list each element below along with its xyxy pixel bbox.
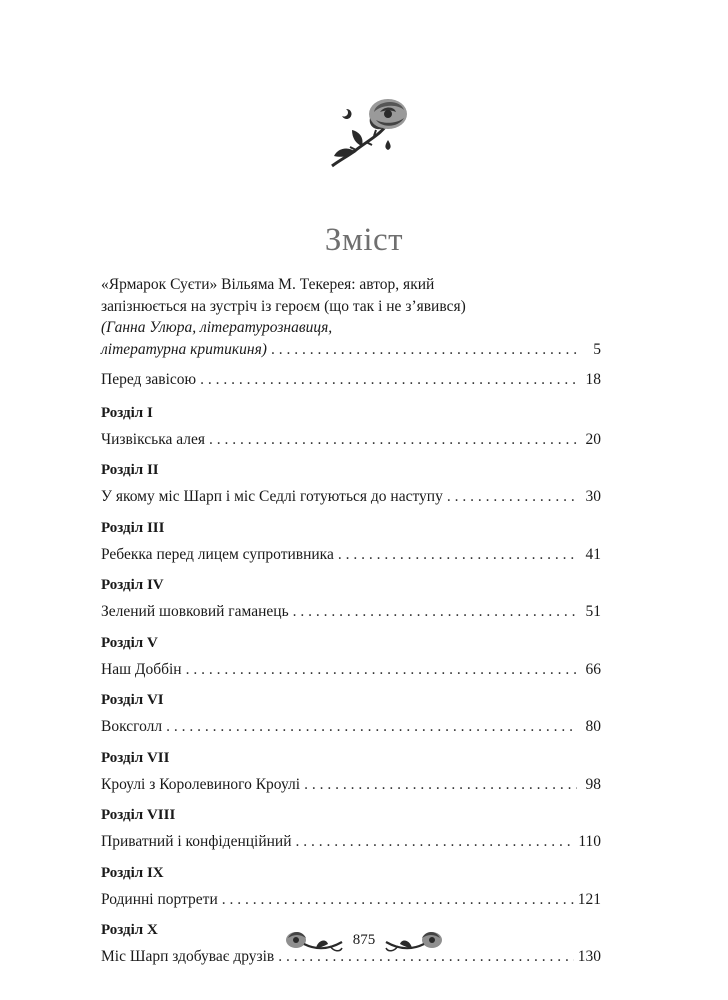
toc-chapter[interactable]: [101, 863, 601, 911]
floral-vine-icon: [382, 928, 444, 956]
rose-ornament-icon: [326, 92, 410, 174]
table-of-contents: [101, 274, 601, 968]
page-title: Зміст: [324, 222, 404, 258]
chapter-heading: Розділ III: [101, 519, 165, 536]
intro-author: (Ганна Улюра, літературознавиця,: [101, 319, 333, 336]
chapter-heading: Розділ VI: [101, 692, 164, 708]
chapter-title: У якому міс Шарп і міс Седлі готуються до наступу: [101, 488, 443, 505]
toc-chapter[interactable]: [101, 460, 601, 508]
toc-entry-intro[interactable]: [101, 274, 601, 360]
dot-leader: [338, 544, 577, 566]
toc-chapter[interactable]: [101, 748, 601, 796]
chapter-heading: Розділ VIII: [101, 807, 176, 823]
chapter-list: [101, 403, 601, 968]
page-number: 80: [585, 718, 601, 735]
entry-title: Перед завісою: [101, 371, 197, 388]
page-number: 5: [593, 340, 601, 358]
chapter-title: Родинні портрети: [101, 890, 218, 908]
page-number: 41: [585, 545, 601, 563]
dot-leader: [296, 831, 575, 853]
page-number: 20: [585, 430, 601, 448]
dot-leader: [166, 716, 577, 738]
chapter-heading: Розділ VII: [101, 749, 170, 766]
chapter-title: Міс Шарп здобуває друзів: [101, 948, 275, 965]
dot-leader: [447, 486, 577, 508]
toc-chapter[interactable]: [101, 518, 601, 566]
intro-line: запізнюється на зустріч із героєм (що так і не з’явився): [101, 297, 466, 315]
chapter-title: Кроулі з Королевиного Кроулі: [101, 775, 301, 793]
toc-chapter[interactable]: [101, 575, 601, 623]
chapter-title: Приватний і конфіденційний: [101, 833, 292, 850]
chapter-heading: Розділ IX: [101, 864, 164, 881]
page-number: 30: [585, 488, 601, 505]
toc-entry-prologue[interactable]: [101, 369, 601, 391]
toc-chapter[interactable]: [101, 403, 601, 451]
page-number: 51: [585, 603, 601, 620]
chapter-heading: Розділ IV: [101, 577, 164, 593]
dot-leader: [222, 889, 574, 911]
chapter-title: Воксголл: [101, 718, 163, 735]
page-number: 130: [577, 948, 601, 965]
dot-leader: [271, 339, 577, 361]
chapter-title: Наш Доббін: [101, 660, 182, 678]
page-number: 98: [585, 775, 601, 793]
chapter-heading: Розділ X: [101, 922, 158, 938]
toc-chapter[interactable]: [101, 633, 601, 681]
dot-leader: [293, 601, 577, 623]
page-number: 18: [585, 371, 601, 388]
toc-chapter[interactable]: [101, 690, 601, 738]
page-number: 121: [577, 890, 601, 908]
chapter-title: Ребекка перед лицем супротивника: [101, 545, 334, 563]
intro-line: «Ярмарок Суєти» Вільяма М. Текерея: автор, який: [101, 276, 435, 293]
chapter-heading: Розділ II: [101, 462, 159, 478]
dot-leader: [209, 429, 577, 451]
page-number: 875: [352, 932, 376, 948]
dot-leader: [186, 659, 577, 681]
dot-leader: [200, 369, 577, 391]
page-number: 110: [578, 833, 601, 850]
chapter-heading: Розділ I: [101, 404, 153, 421]
toc-chapter[interactable]: [101, 805, 601, 853]
page-footer: [0, 924, 728, 960]
chapter-title: Чизвікська алея: [101, 430, 206, 448]
dot-leader: [304, 774, 577, 796]
chapter-heading: Розділ V: [101, 634, 158, 651]
page-number: 66: [585, 660, 601, 678]
intro-author-role: літературна критикиня): [101, 340, 267, 358]
chapter-title: Зелений шовковий гаманець: [101, 603, 289, 620]
